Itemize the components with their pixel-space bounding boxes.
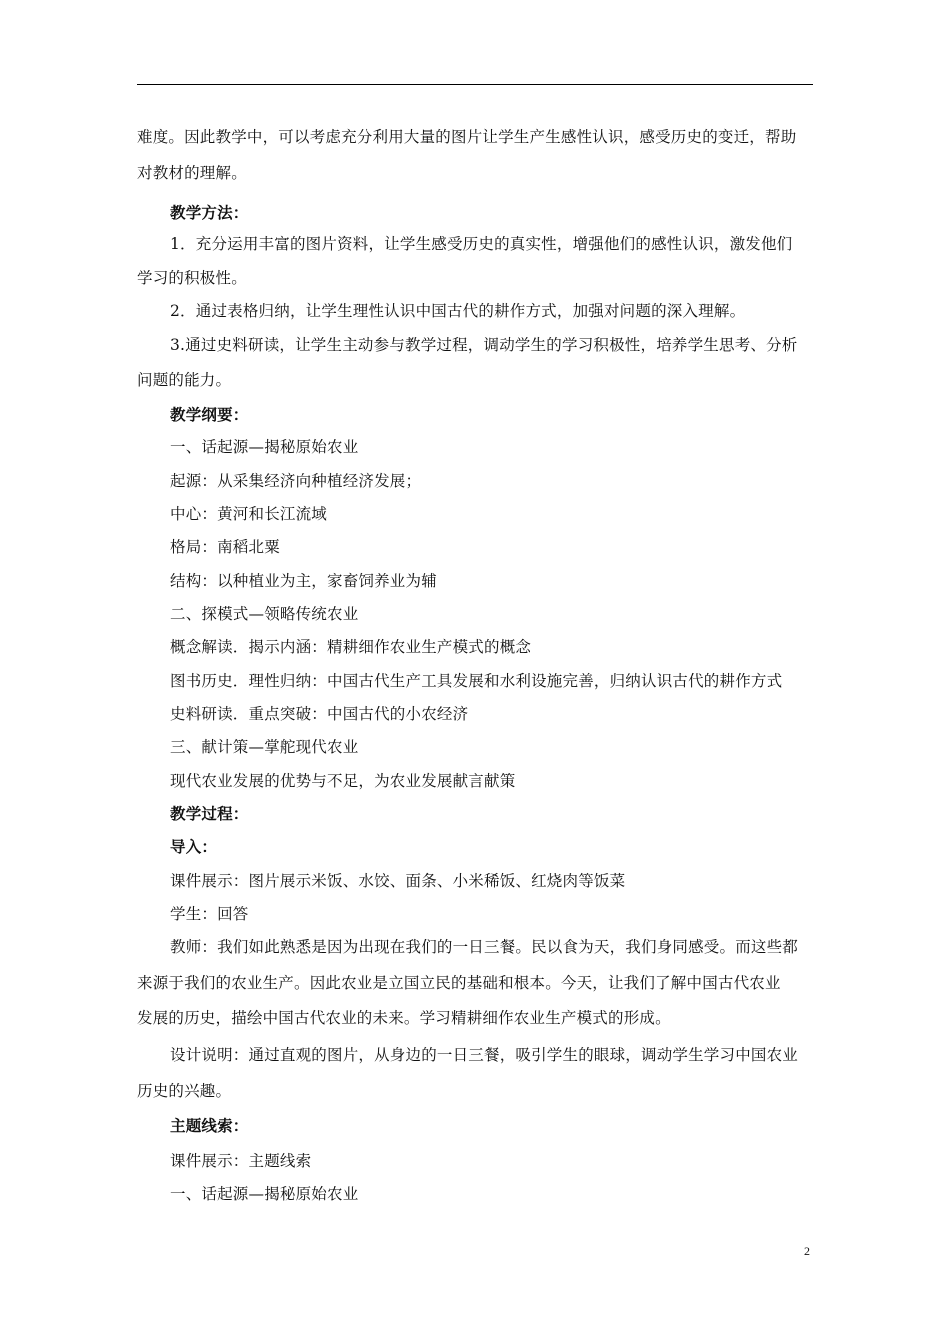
text-line: 设计说明：通过直观的图片，从身边的一日三餐，吸引学生的眼球，调动学生学习中国农业	[170, 1046, 799, 1064]
text-line: 对教材的理解。	[137, 164, 247, 182]
text-line: 图书历史．理性归纳：中国古代生产工具发展和水利设施完善，归纳认识古代的耕作方式	[170, 672, 783, 690]
text-line: 概念解读．揭示内涵：精耕细作农业生产模式的概念	[170, 638, 532, 656]
text-line: 格局：南稻北粟	[170, 538, 280, 556]
text-line: 1．充分运用丰富的图片资料，让学生感受历史的真实性，增强他们的感性认识，激发他们	[170, 235, 793, 253]
text-line: 难度。因此教学中，可以考虑充分利用大量的图片让学生产生感性认识，感受历史的变迁，帮助	[137, 128, 797, 146]
text-line: 发展的历史，描绘中国古代农业的未来。学习精耕细作农业生产模式的形成。	[137, 1009, 671, 1027]
text-line: 2．通过表格归纳，让学生理性认识中国古代的耕作方式，加强对问题的深入理解。	[170, 302, 746, 320]
text-line: 学习的积极性。	[137, 269, 247, 287]
text-line: 史料研读．重点突破：中国古代的小农经济	[170, 705, 469, 723]
text-line: 中心：黄河和长江流域	[170, 505, 328, 523]
section-heading: 教学纲要：	[170, 405, 249, 424]
text-line: 三、献计策—掌舵现代农业	[170, 738, 359, 756]
text-line: 一、话起源—揭秘原始农业	[170, 438, 359, 456]
text-line: 课件展示：图片展示米饭、水饺、面条、小米稀饭、红烧肉等饭菜	[170, 872, 626, 890]
section-heading: 教学方法：	[170, 203, 249, 222]
text-line: 3.通过史料研读，让学生主动参与教学过程，调动学生的学习积极性，培养学生思考、分析	[170, 336, 798, 354]
text-line: 现代农业发展的优势与不足，为农业发展献言献策	[170, 772, 516, 790]
header-rule	[137, 84, 813, 85]
section-heading: 导入：	[170, 837, 218, 856]
text-line: 课件展示：主题线索	[170, 1152, 312, 1170]
text-line: 起源：从采集经济向种植经济发展；	[170, 472, 422, 490]
text-line: 来源于我们的农业生产。因此农业是立国立民的基础和根本。今天，让我们了解中国古代农业	[137, 974, 781, 992]
text-line: 一、话起源—揭秘原始农业	[170, 1185, 359, 1203]
text-line: 历史的兴趣。	[137, 1082, 232, 1100]
text-line: 学生：回答	[170, 905, 249, 923]
text-line: 结构：以种植业为主，家畜饲养业为辅	[170, 572, 437, 590]
text-line: 教师：我们如此熟悉是因为出现在我们的一日三餐。民以食为天，我们身同感受。而这些都	[170, 938, 799, 956]
text-line: 二、探模式—领略传统农业	[170, 605, 359, 623]
section-heading: 主题线索：	[170, 1116, 249, 1135]
section-heading: 教学过程：	[170, 804, 249, 823]
text-line: 问题的能力。	[137, 371, 232, 389]
page-number: 2	[804, 1244, 810, 1258]
